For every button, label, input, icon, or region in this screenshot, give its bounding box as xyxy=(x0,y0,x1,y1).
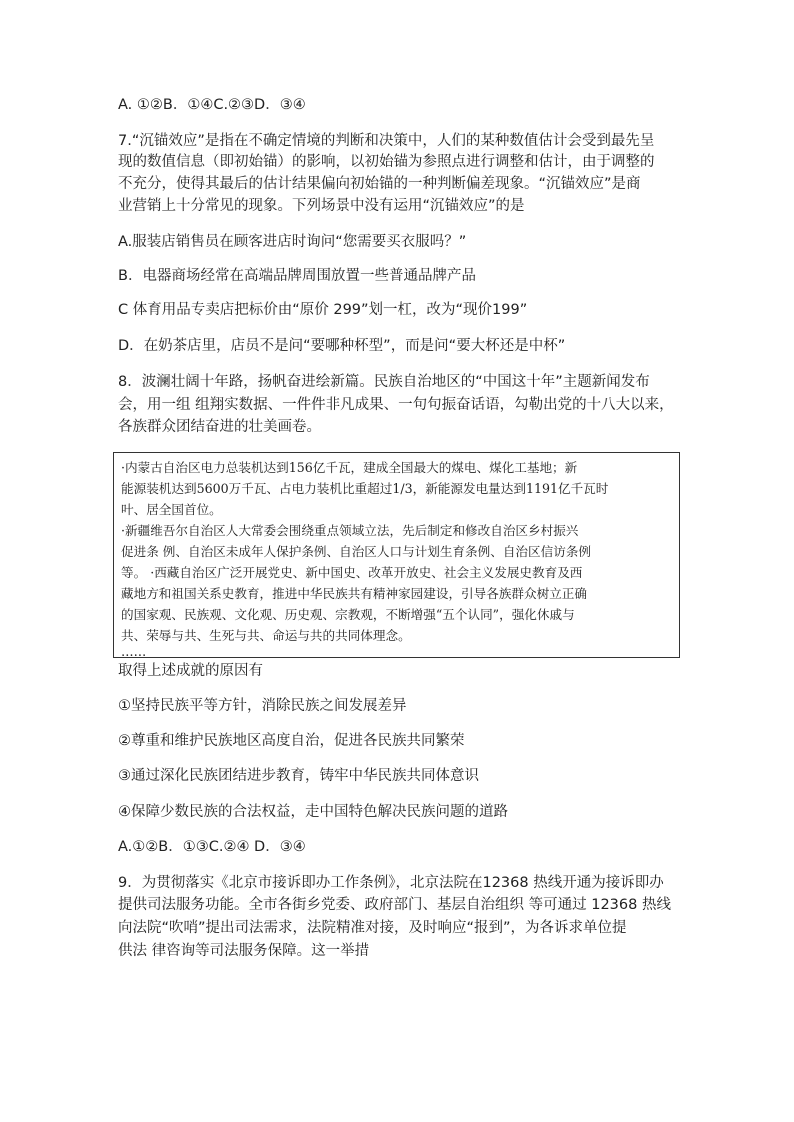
q8-item-3: ③通过深化民族团结进步教育，铸牢中华民族共同体意识 xyxy=(118,768,479,784)
q8-stem-line-1: 8．波澜壮阔十年路，扬帆奋进绘新篇。民族自治地区的“中国这十年”主题新闻发布 xyxy=(118,374,650,390)
q8-material-box xyxy=(113,452,680,658)
material-line: ·新疆维吾尔自治区人大常委会围绕重点领域立法，先后制定和修改自治区乡村振兴 xyxy=(121,523,579,538)
material-line: …… xyxy=(121,644,147,659)
q7-option-b: B．电器商场经常在高端品牌周围放置一些普通品牌产品 xyxy=(118,268,476,284)
q8-options: A.①②B．①③C.②④ D．③④ xyxy=(118,839,306,855)
q7-stem-line-2: 现的数值信息（即初始锚）的影响，以初始锚为参照点进行调整和估计，由于调整的 xyxy=(118,154,655,170)
material-line: ·内蒙古自治区电力总装机达到156亿千瓦，建成全国最大的煤电、煤化工基地；新 xyxy=(121,460,578,475)
q7-option-c: C 体育用品专卖店把标价由“原价 299”划一杠，改为“现价199” xyxy=(118,302,528,318)
q8-item-4: ④保障少数民族的合法权益，走中国特色解决民族问题的道路 xyxy=(118,804,508,820)
q7-stem-line-3: 不充分，使得其最后的估计结果偏向初始锚的一种判断偏差现象。“沉锚效应”是商 xyxy=(118,176,641,192)
q8-question: 取得上述成就的原因有 xyxy=(118,663,263,679)
q9-stem-line-2: 提供司法服务功能。全市各街乡党委、政府部门、基层自治组织 等可通过 12368 热线 xyxy=(118,897,671,913)
q7-option-a: A.服装店销售员在顾客进店时询问“您需要买衣服吗？” xyxy=(118,234,467,250)
q8-stem-line-2: 会，用一组 组翔实数据、一件件非凡成果、一句句振奋话语，勾勒出党的十八大以来， xyxy=(118,397,674,413)
q8-item-1: ①坚持民族平等方针，消除民族之间发展差异 xyxy=(118,698,407,714)
material-line: 能源装机达到5600万千瓦、占电力装机比重超过1/3，新能源发电量达到1191亿千瓦时 xyxy=(121,481,609,496)
material-line: 共、荣辱与共、生死与共、命运与共的共同体理念。 xyxy=(121,628,411,643)
material-line: 促进条 例、自治区未成年人保护条例、自治区人口与计划生育条例、自治区信访条例 xyxy=(121,544,591,559)
material-line: 叶、居全国首位。 xyxy=(121,502,222,517)
q7-stem-line-1: 7.“沉锚效应”是指在不确定情境的判断和决策中，人们的某种数值估计会受到最先呈 xyxy=(118,133,655,149)
q7-stem-line-4: 业营销上十分常见的现象。下列场景中没有运用“沉锚效应”的是 xyxy=(118,198,525,214)
q6-options: A. ①②B．①④C.②③D．③④ xyxy=(118,97,306,113)
q9-stem-line-3: 向法院“吹哨”提出司法需求，法院精准对接，及时响应“报到”，为各诉求单位提 xyxy=(118,920,627,936)
q8-item-2: ②尊重和维护民族地区高度自治，促进各民族共同繁荣 xyxy=(118,733,465,749)
q9-stem-line-1: 9．为贯彻落实《北京市接诉即办工作条例》，北京法院在12368 热线开通为接诉即办 xyxy=(118,875,664,891)
q8-stem-line-3: 各族群众团结奋进的壮美画卷。 xyxy=(118,419,321,435)
material-line: 藏地方和祖国关系史教育，推进中华民族共有精神家园建设，引导各族群众树立正确 xyxy=(121,586,587,601)
q9-stem-line-4: 供法 律咨询等司法服务保障。这一举措 xyxy=(118,943,370,959)
material-line: 的国家观、民族观、文化观、历史观、宗教观，不断增强“五个认同”，强化休戚与 xyxy=(121,607,575,622)
q7-option-d: D．在奶茶店里，店员不是问“要哪种杯型”，而是问“要大杯还是中杯” xyxy=(118,338,566,354)
material-line: 等。 ·西藏自治区广泛开展党史、新中国史、改革开放史、社会主义发展史教育及西 xyxy=(121,565,583,580)
